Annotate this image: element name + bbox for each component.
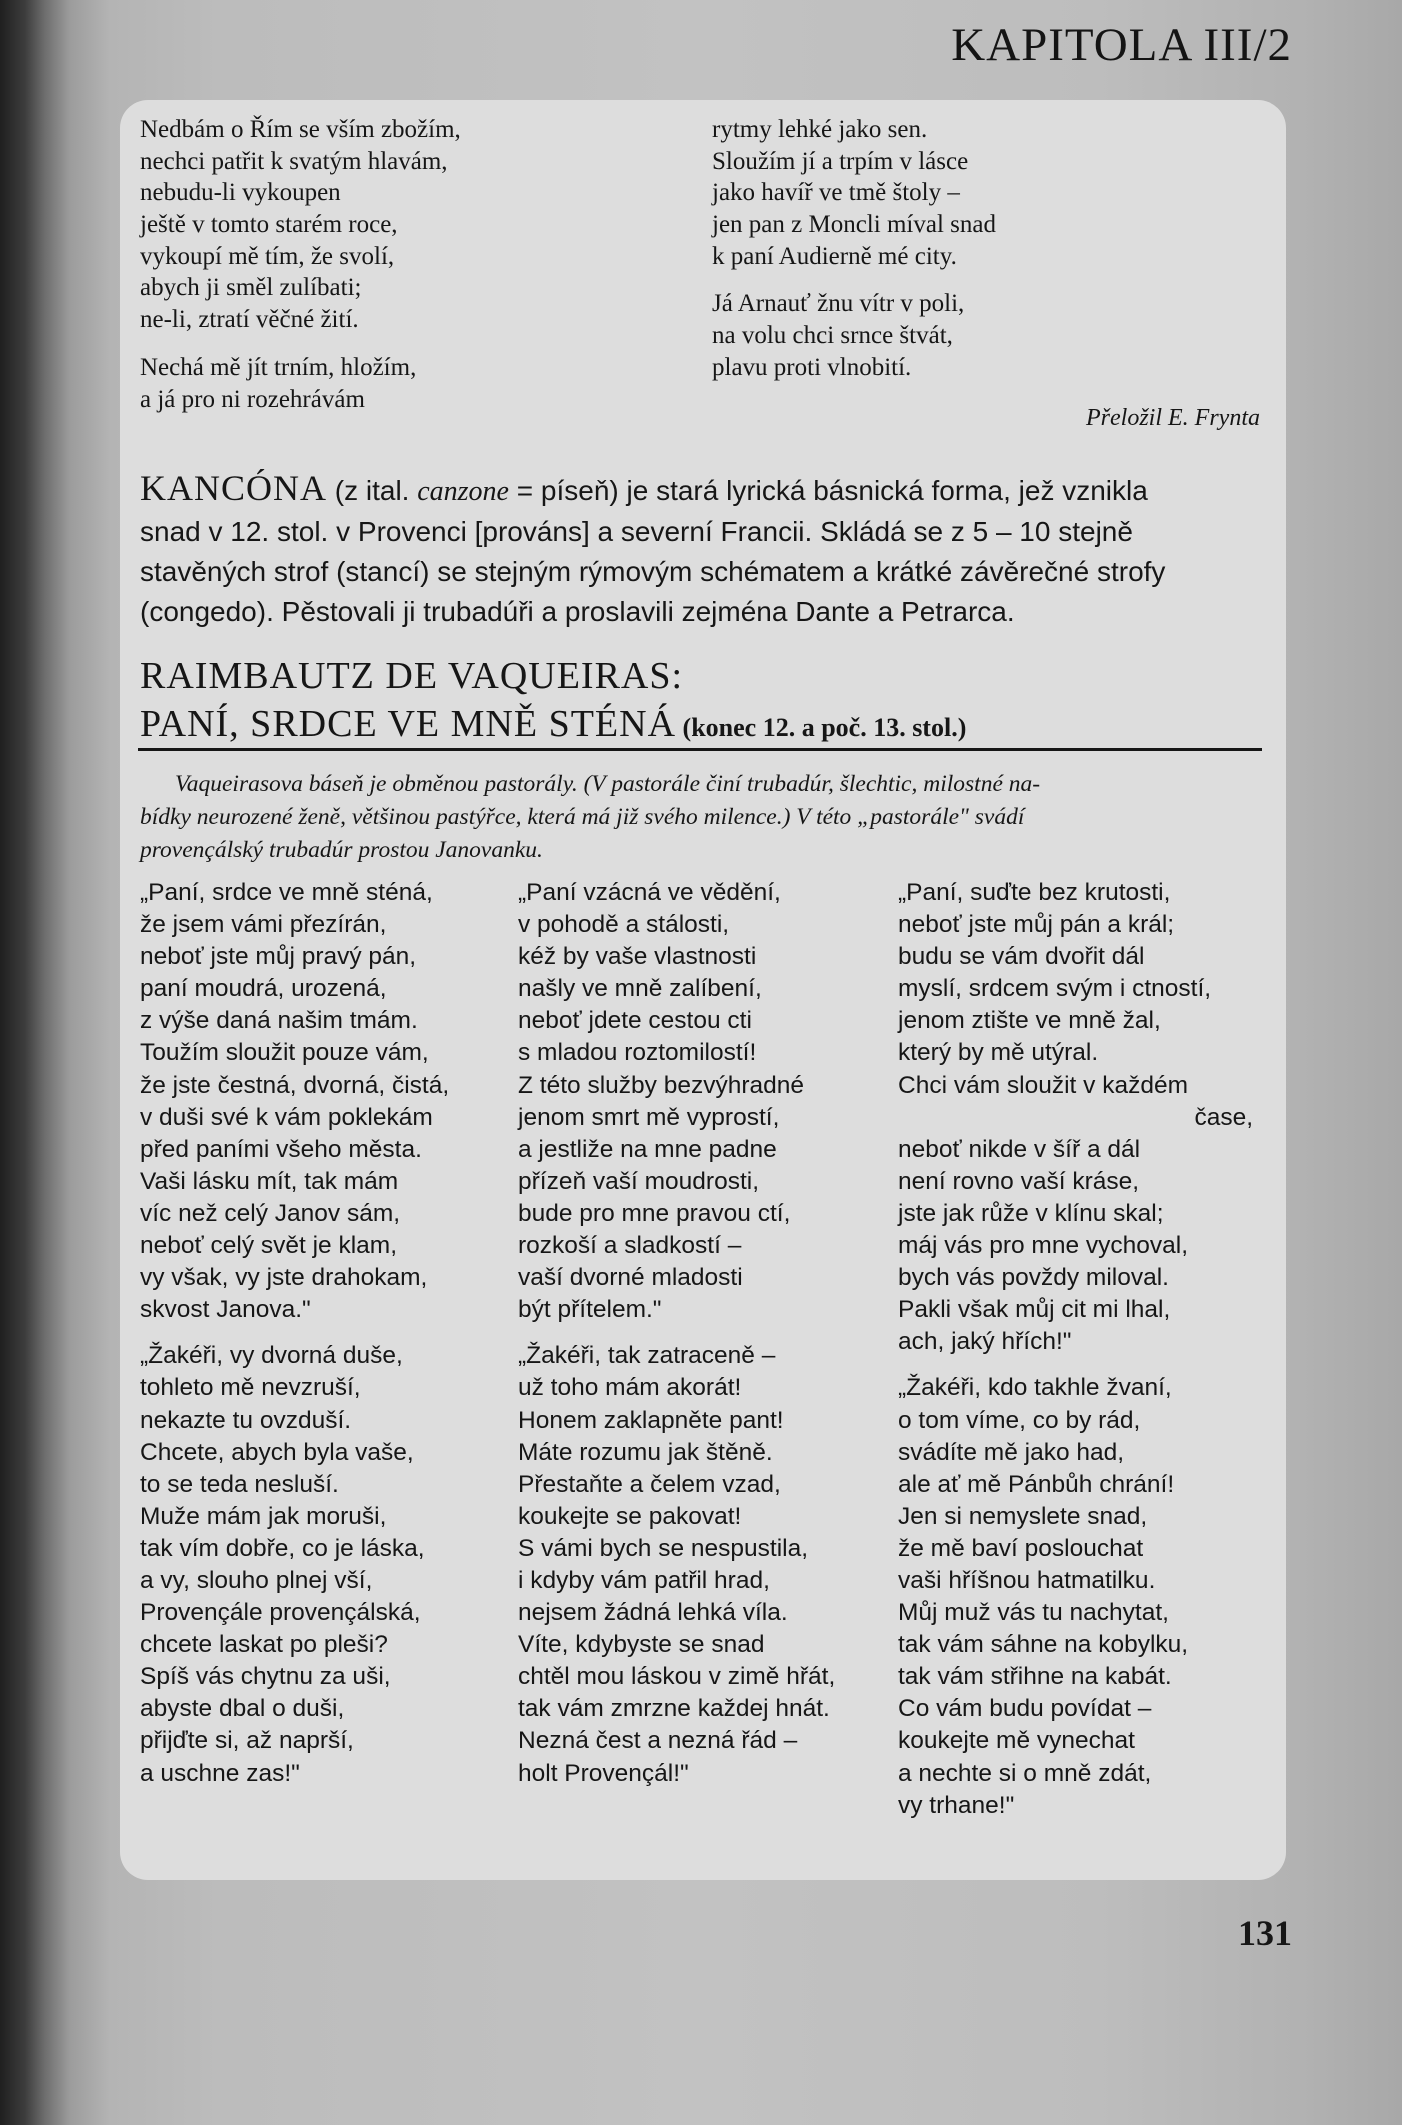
verse-line: Přestaňte a čelem vzad, — [518, 1470, 781, 1498]
verse-line: „Žakéři, kdo takhle žvaní, — [898, 1374, 1172, 1402]
verse-line: nekazte tu ovzduší. — [140, 1406, 352, 1434]
verse-line: tohleto mě nevzruší, — [140, 1374, 361, 1402]
verse-line: jen pan z Moncli míval snad — [712, 211, 996, 239]
definition-term: KANCÓNA — [140, 468, 327, 508]
verse-line: našly ve mně zalíbení, — [518, 975, 762, 1003]
verse-line: Spíš vás chytnu za uši, — [140, 1663, 391, 1691]
poem-date: (konec 12. a poč. 13. stol.) — [676, 713, 967, 742]
stanza — [712, 288, 996, 383]
verse-line: Chcete, abych byla vaše, — [140, 1438, 414, 1466]
verse-line: „Žakéři, tak zatraceně – — [518, 1342, 776, 1370]
poem-title — [140, 652, 1262, 752]
top-poem-right-column — [712, 114, 996, 400]
verse-line: a jestliže na mne padne — [518, 1135, 777, 1163]
top-poem-left-column — [140, 114, 461, 431]
intro-line: Vaqueirasova báseň je obměnou pastorály. (V pastorále činí trubadúr, šlechtic, milostné na- — [175, 771, 1041, 797]
verse-line: tak vám sáhne na kobylku, — [898, 1631, 1189, 1659]
verse-line: rytmy lehké jako sen. — [712, 116, 928, 143]
verse-line: S vámi bych se nespustila, — [518, 1534, 809, 1562]
verse-line: neboť jste můj pán a král; — [898, 911, 1175, 939]
verse-line: „Žakéři, vy dvorná duše, — [140, 1342, 403, 1370]
verse-line: rozkoší a sladkostí – — [518, 1232, 742, 1260]
verse-line: z výše daná našim tmám. — [140, 1007, 418, 1035]
verse-line: Honem zaklapněte pant! — [518, 1406, 784, 1434]
verse-line: nejsem žádná lehká víla. — [518, 1599, 788, 1627]
chapter-header: KAPITOLA III/2 — [951, 19, 1292, 71]
verse-line: v duši své k vám poklekám — [140, 1103, 433, 1131]
verse-line: tak vám střihne na kabát. — [898, 1663, 1172, 1691]
verse-line: a já pro ni rozehrávám — [140, 385, 365, 413]
stanza — [518, 1340, 835, 1789]
verse-line: abyste dbal o duši, — [140, 1695, 345, 1723]
verse-line: nechci patřit k svatým hlavám, — [140, 147, 448, 175]
stanza — [140, 1340, 449, 1789]
verse-line: ale ať mě Pánbůh chrání! — [898, 1470, 1175, 1498]
verse-line: přízeň vaší moudrosti, — [518, 1167, 760, 1195]
stanza — [518, 877, 835, 1326]
verse-line: Z této služby bezvýhradné — [518, 1071, 804, 1099]
verse-line: že jsem vámi přezírán, — [140, 911, 387, 939]
verse-line: neboť nikde v šíř a dál — [898, 1135, 1141, 1163]
verse-line: Chci vám sloužit v každém — [898, 1071, 1189, 1099]
verse-line: že mě baví poslouchat — [898, 1534, 1144, 1562]
verse-line: k paní Audierně mé city. — [712, 242, 957, 270]
intro-line: bídky neurozené ženě, většinou pastýřce, která má již svého milence.) V této „pastorále" svádí — [140, 804, 1025, 830]
definition-line: snad v 12. stol. v Provenci [prováns] a severní Francii. Skládá se z 5 – 10 stejně — [140, 516, 1133, 547]
poem-intro — [140, 768, 1260, 867]
verse-line: Provençále provençálská, — [140, 1599, 421, 1627]
verse-line: vykoupí mě tím, že svolí, — [140, 242, 395, 270]
verse-line: Jen si nemyslete snad, — [898, 1502, 1148, 1530]
verse-line: Nedbám o Řím se vším zbožím, — [140, 116, 461, 143]
verse-line: ach, jaký hřích!" — [898, 1328, 1072, 1356]
verse-line: koukejte mě vynechat — [898, 1727, 1135, 1755]
definition-line: stavěných strof (stancí) se stejným rýmovým schématem a krátké závěrečné strofy — [140, 556, 1166, 587]
intro-line: provençálský trubadúr prostou Janovanku. — [140, 837, 543, 863]
verse-line: ještě v tomto starém roce, — [140, 211, 398, 239]
poem-column-2 — [518, 877, 835, 1804]
verse-line: tak vím dobře, co je láska, — [140, 1534, 425, 1562]
verse-line: nebudu-li vykoupen — [140, 179, 341, 207]
verse-line: i kdyby vám patřil hrad, — [518, 1566, 770, 1594]
verse-line: „Paní, suďte bez krutosti, — [898, 879, 1171, 906]
stanza — [140, 114, 461, 336]
definition-line: (congedo). Pěstovali ji trubadúři a proslavili zejména Dante a Petrarca. — [140, 596, 1015, 627]
verse-line: jenom ztište ve mně žal, — [898, 1007, 1161, 1035]
verse-line: „Paní vzácná ve vědění, — [518, 879, 781, 906]
verse-line: před paními všeho města. — [140, 1135, 422, 1163]
verse-line: tak vám zmrzne každej hnát. — [518, 1695, 830, 1723]
verse-line: Pakli však můj cit mi lhal, — [898, 1296, 1171, 1324]
verse-line: bych vás povždy miloval. — [898, 1264, 1169, 1292]
definition-line: KANCÓNA (z ital. canzone = píseň) je stará lyrická básnická forma, jež vznikla — [140, 468, 1148, 508]
verse-line: myslí, srdcem svým i ctností, — [898, 975, 1212, 1003]
verse-line: není rovno vaší kráse, — [898, 1167, 1140, 1195]
verse-line: na volu chci srnce štvát, — [712, 322, 953, 350]
verse-line: Já Arnauť žnu vítr v poli, — [712, 290, 965, 318]
verse-line: koukejte se pakovat! — [518, 1502, 742, 1530]
verse-line: neboť jste můj pravý pán, — [140, 943, 417, 971]
verse-line: kéž by vaše vlastnosti — [518, 943, 757, 971]
verse-line: a uschne zas!" — [140, 1759, 300, 1787]
verse-line: chtěl mou láskou v zimě hřát, — [518, 1663, 836, 1691]
verse-line: už toho mám akorát! — [518, 1374, 742, 1402]
verse-line: svádíte mě jako had, — [898, 1438, 1125, 1466]
verse-line: skvost Janova." — [140, 1296, 311, 1324]
verse-line: chcete laskat po pleši? — [140, 1631, 388, 1659]
verse-line: Nechá mě jít trním, hložím, — [140, 353, 417, 381]
verse-line: jenom smrt mě vyprostí, — [518, 1103, 780, 1131]
poem-column-3 — [898, 877, 1253, 1836]
verse-line: máj vás pro mne vychoval, — [898, 1232, 1189, 1260]
poem-name: PANÍ, SRDCE VE MNĚ STÉNÁ — [140, 703, 677, 745]
verse-line: to se teda nesluší. — [140, 1470, 339, 1498]
verse-line: paní moudrá, urozená, — [140, 975, 387, 1003]
page-number: 131 — [1238, 1913, 1292, 1953]
verse-line: budu se vám dvořit dál — [898, 943, 1145, 971]
verse-line: s mladou roztomilostí! — [518, 1039, 757, 1067]
verse-line: přijďte si, až naprší, — [140, 1727, 354, 1755]
verse-line: neboť celý svět je klam, — [140, 1232, 398, 1260]
verse-line: Nezná čest a nezná řád – — [518, 1727, 798, 1755]
verse-line: Toužím sloužit pouze vám, — [140, 1039, 429, 1067]
verse-line: vy však, vy jste drahokam, — [140, 1264, 428, 1292]
verse-line: Sloužím jí a trpím v lásce — [712, 147, 969, 175]
poem-name-line — [140, 700, 1262, 752]
verse-line: Můj muž vás tu nachytat, — [898, 1599, 1169, 1627]
verse-line: „Paní, srdce ve mně sténá, — [140, 879, 433, 906]
verse-line: vaší dvorné mladosti — [518, 1264, 743, 1292]
stanza — [712, 114, 996, 272]
verse-line: že jste čestná, dvorná, čistá, — [140, 1071, 450, 1099]
verse-line: bude pro mne pravou ctí, — [518, 1199, 791, 1227]
verse-line: holt Provençál!" — [518, 1759, 689, 1787]
verse-line: a vy, slouho plnej vší, — [140, 1566, 373, 1594]
verse-line: vy trhane!" — [898, 1791, 1015, 1819]
verse-line: být přítelem." — [518, 1296, 662, 1324]
verse-line: Máte rozumu jak štěně. — [518, 1438, 773, 1466]
verse-line: plavu proti vlnobití. — [712, 353, 912, 381]
verse-line: ne-li, ztratí věčné žití. — [140, 306, 359, 334]
stanza — [898, 877, 1253, 1358]
verse-line: Víte, kdybyste se snad — [518, 1631, 765, 1659]
definition-kancona — [140, 468, 1260, 632]
translator-credit: Přeložil E. Frynta — [1086, 405, 1260, 431]
verse-line: jako havíř ve tmě štoly – — [712, 179, 960, 207]
stanza — [140, 877, 449, 1326]
verse-line: Vaši lásku mít, tak mám — [140, 1167, 399, 1195]
verse-line: čase, — [1194, 1103, 1253, 1131]
verse-line: vaši hříšnou hatmatilku. — [898, 1566, 1156, 1594]
verse-line: který by mě utýral. — [898, 1039, 1099, 1067]
verse-line: neboť jdete cestou cti — [518, 1007, 752, 1035]
verse-line: Co vám budu povídat – — [898, 1695, 1152, 1723]
verse-line: abych ji směl zulíbati; — [140, 274, 362, 302]
verse-line: jste jak růže v klínu skal; — [898, 1199, 1164, 1227]
verse-line: Muže mám jak moruši, — [140, 1502, 387, 1530]
poem-author: RAIMBAUTZ DE VAQUEIRAS: — [140, 655, 684, 697]
verse-line: a nechte si o mně zdát, — [898, 1759, 1152, 1787]
stanza — [140, 352, 461, 415]
title-rule — [138, 748, 1262, 751]
verse-line: víc než celý Janov sám, — [140, 1199, 401, 1227]
poem-column-1 — [140, 877, 449, 1804]
verse-line: v pohodě a stálosti, — [518, 911, 730, 939]
stanza — [898, 1372, 1253, 1821]
verse-line: o tom víme, co by rád, — [898, 1406, 1141, 1434]
